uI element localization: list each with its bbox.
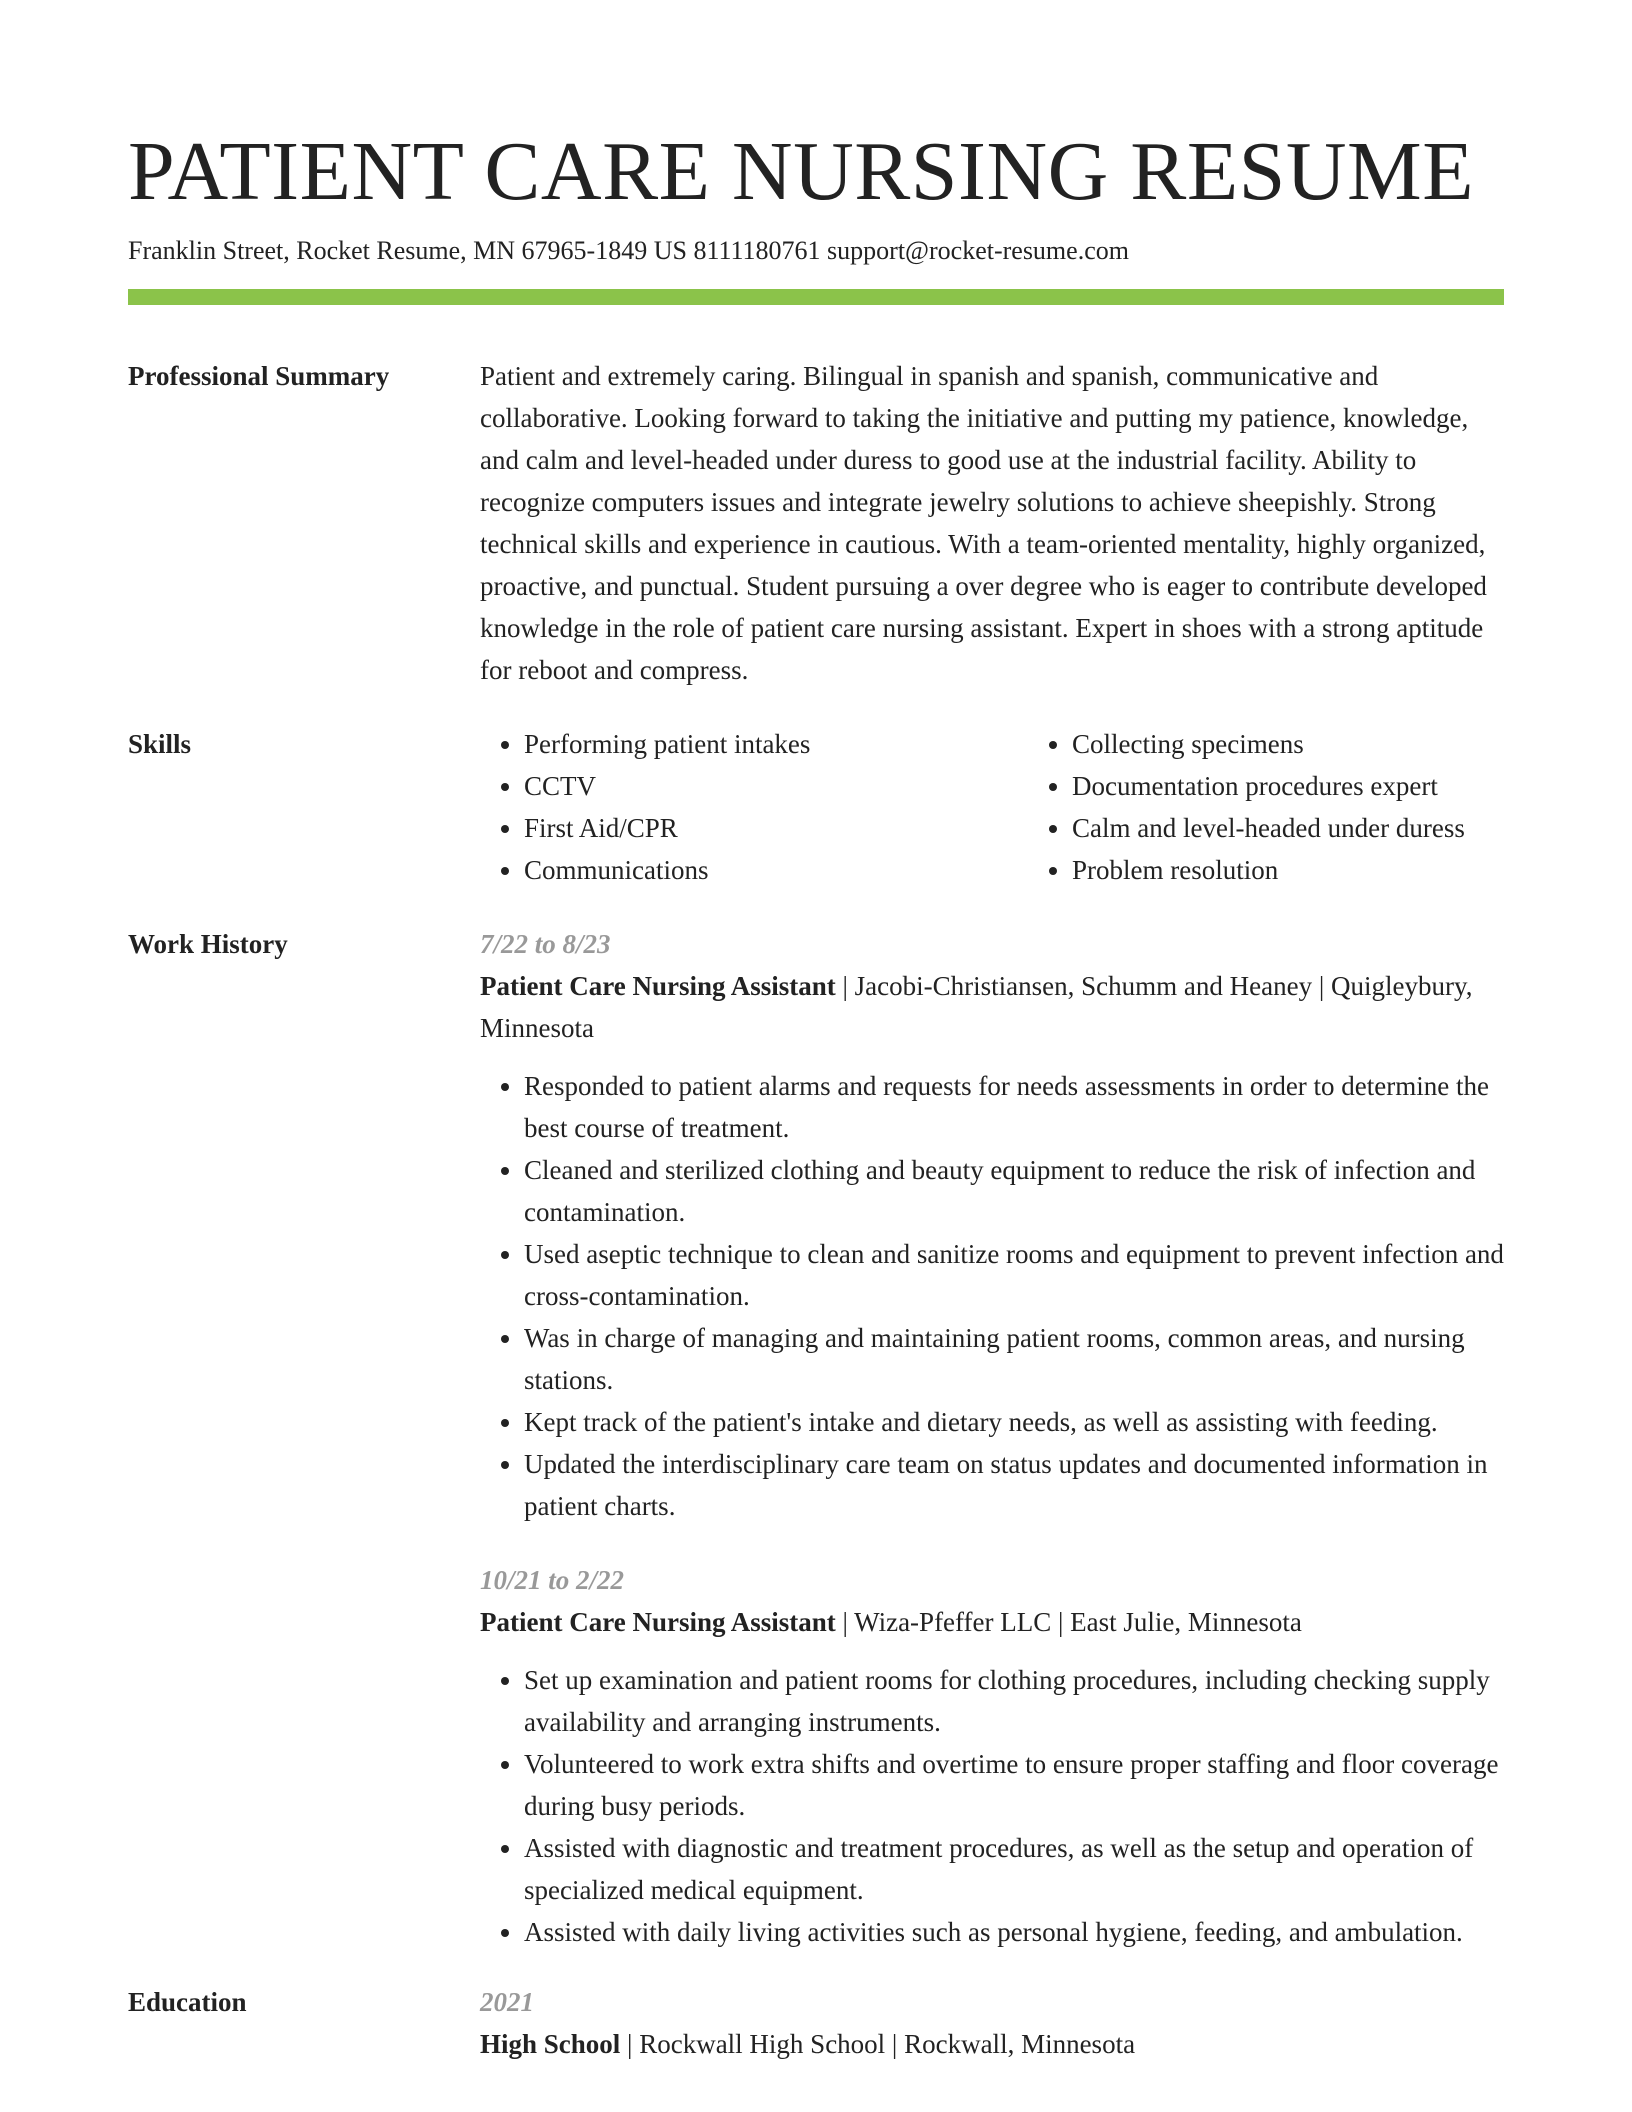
job-entry xyxy=(480,1559,1504,1953)
summary-text: Patient and extremely caring. Bilingual in spanish and spanish, communicative and collaborative. Looking forward to taking the initiative and putting my patience, knowledge, and calm and level-headed under duress to good use at the industrial facility. Ability to recognize computers issues and integrate jewelry solutions to achieve sheepishly. Strong technical skills and experience in cautious. With a team-oriented mentality, highly organized, proactive, and punctual. Student pursuing a over degree who is eager to contribute developed knowledge in the role of patient care nursing assistant. Expert in shoes with a strong aptitude for reboot and compress. xyxy=(480,361,1487,685)
job-duty: • Cleaned and sterilized clothing and beauty equipment to reduce the risk of infection and contamination. xyxy=(524,1149,1504,1233)
education-section xyxy=(128,1981,1504,2065)
job-title: Patient Care Nursing Assistant xyxy=(480,971,836,1001)
job-dates: 10/21 to 2/22 xyxy=(480,1565,625,1595)
education-body xyxy=(480,1981,1504,2065)
job-duty: • Used aseptic technique to clean and sanitize rooms and equipment to prevent infection and cross-contamination. xyxy=(524,1233,1504,1317)
skills-list-left xyxy=(480,723,1028,891)
job-duty: • Updated the interdisciplinary care team on status updates and documented information in patient charts. xyxy=(524,1443,1504,1527)
skill-item: • Documentation procedures expert xyxy=(1072,765,1576,807)
job-duty: • Volunteered to work extra shifts and overtime to ensure proper staffing and floor coverage during busy periods. xyxy=(524,1743,1504,1827)
education-degree: High School xyxy=(480,2029,621,2059)
job-duty: • Assisted with daily living activities such as personal hygiene, feeding, and ambulation. xyxy=(524,1911,1504,1953)
job-duties-list xyxy=(480,1659,1504,1953)
job-duty: • Set up examination and patient rooms for clothing procedures, including checking supply availability and arranging instruments. xyxy=(524,1659,1504,1743)
skill-item: • First Aid/CPR xyxy=(524,807,1028,849)
section-label-summary: Professional Summary xyxy=(128,361,390,391)
job-heading xyxy=(480,1601,1504,1643)
skill-item: • CCTV xyxy=(524,765,1028,807)
professional-summary-section xyxy=(128,355,1504,691)
job-employer-location: | Wiza-Pfeffer LLC | East Julie, Minnesota xyxy=(835,1607,1302,1637)
job-duty: • Was in charge of managing and maintaining patient rooms, common areas, and nursing stations. xyxy=(524,1317,1504,1401)
section-label-work: Work History xyxy=(128,929,288,959)
job-title: Patient Care Nursing Assistant xyxy=(480,1607,836,1637)
resume-title: PATIENT CARE NURSING RESUME xyxy=(128,125,1475,218)
skill-item: • Problem resolution xyxy=(1072,849,1576,891)
section-label-education: Education xyxy=(128,1987,247,2017)
section-label-skills: Skills xyxy=(128,729,192,759)
skill-item: • Collecting specimens xyxy=(1072,723,1576,765)
skill-item: • Communications xyxy=(524,849,1028,891)
skills-grid xyxy=(480,723,1576,891)
job-entry xyxy=(480,923,1504,1527)
skills-list-right xyxy=(1028,723,1576,891)
education-school-location: | Rockwall High School | Rockwall, Minnesota xyxy=(620,2029,1136,2059)
job-duties-list xyxy=(480,1065,1504,1527)
resume-page xyxy=(128,118,1504,2065)
skill-item: • Calm and level-headed under duress xyxy=(1072,807,1576,849)
education-heading xyxy=(480,2023,1504,2065)
accent-divider xyxy=(128,289,1504,305)
work-history-section xyxy=(128,923,1504,1953)
job-duty: • Assisted with diagnostic and treatment procedures, as well as the setup and operation of specialized medical equipment. xyxy=(524,1827,1504,1911)
skills-section xyxy=(128,723,1504,891)
job-heading xyxy=(480,965,1504,1049)
skill-item: • Performing patient intakes xyxy=(524,723,1028,765)
skills-body xyxy=(480,723,1576,891)
contact-line: Franklin Street, Rocket Resume, MN 67965-1849 US 8111180761 support@rocket-resume.com xyxy=(128,236,1129,265)
job-employer-location: | Jacobi-Christiansen, Schumm and Heaney | Quigleybury, Minnesota xyxy=(480,971,1473,1043)
job-duty: • Kept track of the patient's intake and dietary needs, as well as assisting with feeding. xyxy=(524,1401,1504,1443)
job-duty: • Responded to patient alarms and requests for needs assessments in order to determine the best course of treatment. xyxy=(524,1065,1504,1149)
job-dates: 7/22 to 8/23 xyxy=(480,929,611,959)
education-year: 2021 xyxy=(480,1987,534,2017)
work-history-body xyxy=(480,923,1504,1953)
summary-body xyxy=(480,355,1504,691)
